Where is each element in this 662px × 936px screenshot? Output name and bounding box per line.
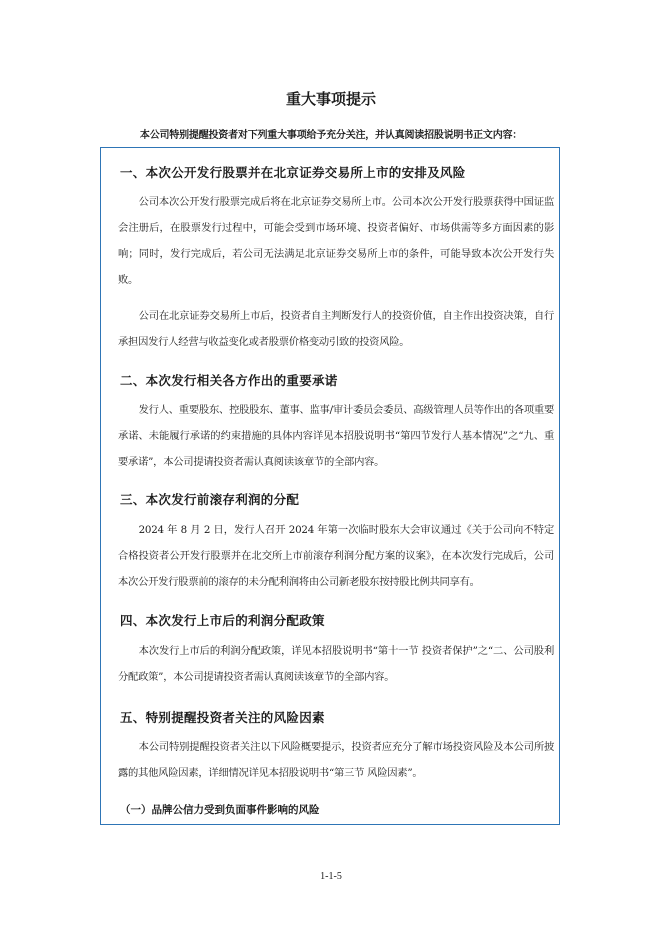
page-title: 重大事项提示 [285, 90, 376, 108]
section-heading-4: 四、本次发行上市后的利润分配政策 [120, 613, 325, 628]
section-heading-3: 三、本次发行前滚存利润的分配 [120, 492, 300, 507]
page-number: 1-1-5 [320, 871, 342, 882]
section-2-paragraph-1: 发行人、重要股东、控股股东、董事、监事/审计委员会委员、高级管理人员等作出的各项重要承诺、未能履行承诺的约束措施的具体内容详见本招股说明书“第四节发行人基本情况”之“九、重要承诺”，本公司提请投资者需认真阅读该章节的全部内容。 [118, 404, 554, 468]
section-heading-5: 五、特别提醒投资者关注的风险因素 [120, 710, 325, 725]
risk-subheading-1: （一）品牌公信力受到负面事件影响的风险 [120, 804, 320, 816]
section-1-paragraph-2: 公司在北京证券交易所上市后，投资者自主判断发行人的投资价值，自主作出投资决策，自行承担因发行人经营与收益变化或者股票价格变动引致的投资风险。 [118, 310, 554, 348]
section-heading-1: 一、本次公开发行股票并在北京证券交易所上市的安排及风险 [120, 165, 466, 180]
section-1-paragraph-1: 公司本次公开发行股票完成后将在北京证券交易所上市。公司本次公开发行股票获得中国证监会注册后，在股票发行过程中，可能会受到市场环境、投资者偏好、市场供需等多方面因素的影响；同时，发行完成后，若公司无法满足北京证券交易所上市的条件，可能导致本次公开发行失败。 [118, 196, 554, 286]
intro-notice: 本公司特别提醒投资者对下列重大事项给予充分关注，并认真阅读招股说明书正文内容： [139, 130, 523, 141]
section-5-paragraph-1: 本公司特别提醒投资者关注以下风险概要提示，投资者应充分了解市场投资风险及本公司所披露的其他风险因素，详细情况详见本招股说明书“第三节 风险因素”。 [118, 741, 554, 779]
section-4-paragraph-1: 本次发行上市后的利润分配政策，详见本招股说明书“第十一节 投资者保护”之“二、公司股利分配政策”，本公司提请投资者需认真阅读该章节的全部内容。 [118, 645, 554, 683]
section-heading-2: 二、本次发行相关各方作出的重要承诺 [120, 373, 338, 388]
section-3-paragraph-1: 2024 年 8 月 2 日，发行人召开 2024 年第一次临时股东大会审议通过《关于公司向不特定合格投资者公开发行股票并在北交所上市前滚存利润分配方案的议案》，在本次发行完成后，公司本次公开发行股票前的滚存的未分配利润将由公司新老股东按持股比例共同享有。 [118, 524, 554, 588]
